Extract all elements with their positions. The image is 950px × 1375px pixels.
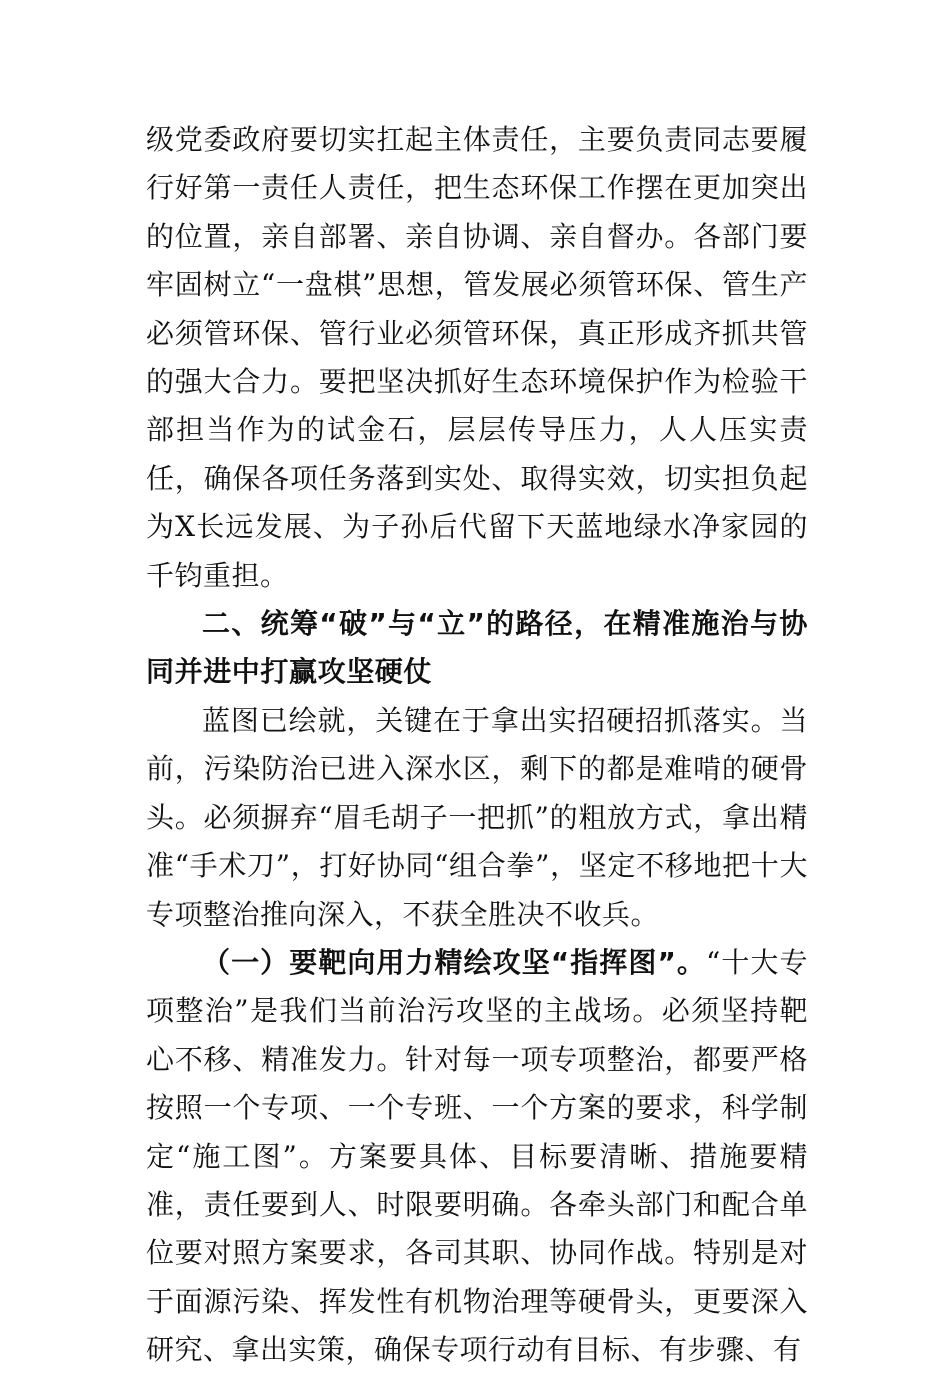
section-intro-paragraph: 蓝图已绘就，关键在于拿出实招硬招抓落实。当前，污染防治已进入深水区，剩下的都是难啃的硬骨头。必须摒弃“眉毛胡子一把抓”的粗放方式，拿出精准“手术刀”，打好协同“组合拳”，坚定不移地把十大专项整治推向深入，不获全胜决不收兵。 (146, 703, 808, 931)
subsection-paragraph (146, 939, 808, 1375)
section-heading: 二、统筹“破”与“立”的路径，在精准施治与协同并进中打赢攻坚硬仗 (146, 607, 808, 689)
subsection-lead: （一）要靶向用力精绘攻坚“指挥图”。 (202, 945, 706, 979)
subsection-body: “十大专项整治”是我们当前治污攻坚的主战场。必须坚持靶心不移、精准发力。针对每一项专项整治，都要严格按照一个专项、一个专班、一个方案的要求，科学制定“施工图”。方案要具体、目标要清晰、措施要精准，责任要到人、时限要明确。各牵头部门和配合单位要对照方案要求，各司其职、协同作战。特别是对于面源污染、挥发性有机物治理等硬骨头，更要深入研究、拿出实策，确保专项行动有目标、有步骤、有 (146, 945, 808, 1367)
continued-paragraph: 级党委政府要切实扛起主体责任，主要负责同志要履行好第一责任人责任，把生态环保工作摆在更加突出的位置，亲自部署、亲自协调、亲自督办。各部门要牢固树立“一盘棋”思想，管发展必须管环保、管生产必须管环保、管行业必须管环保，真正形成齐抓共管的强大合力。要把坚决抓好生态环境保护作为检验干部担当作为的试金石，层层传导压力，人人压实责任，确保各项任务落到实处、取得实效，切实担负起为X长远发展、为子孙后代留下天蓝地绿水净家园的千钧重担。 (146, 123, 808, 592)
document-body (146, 116, 808, 1375)
